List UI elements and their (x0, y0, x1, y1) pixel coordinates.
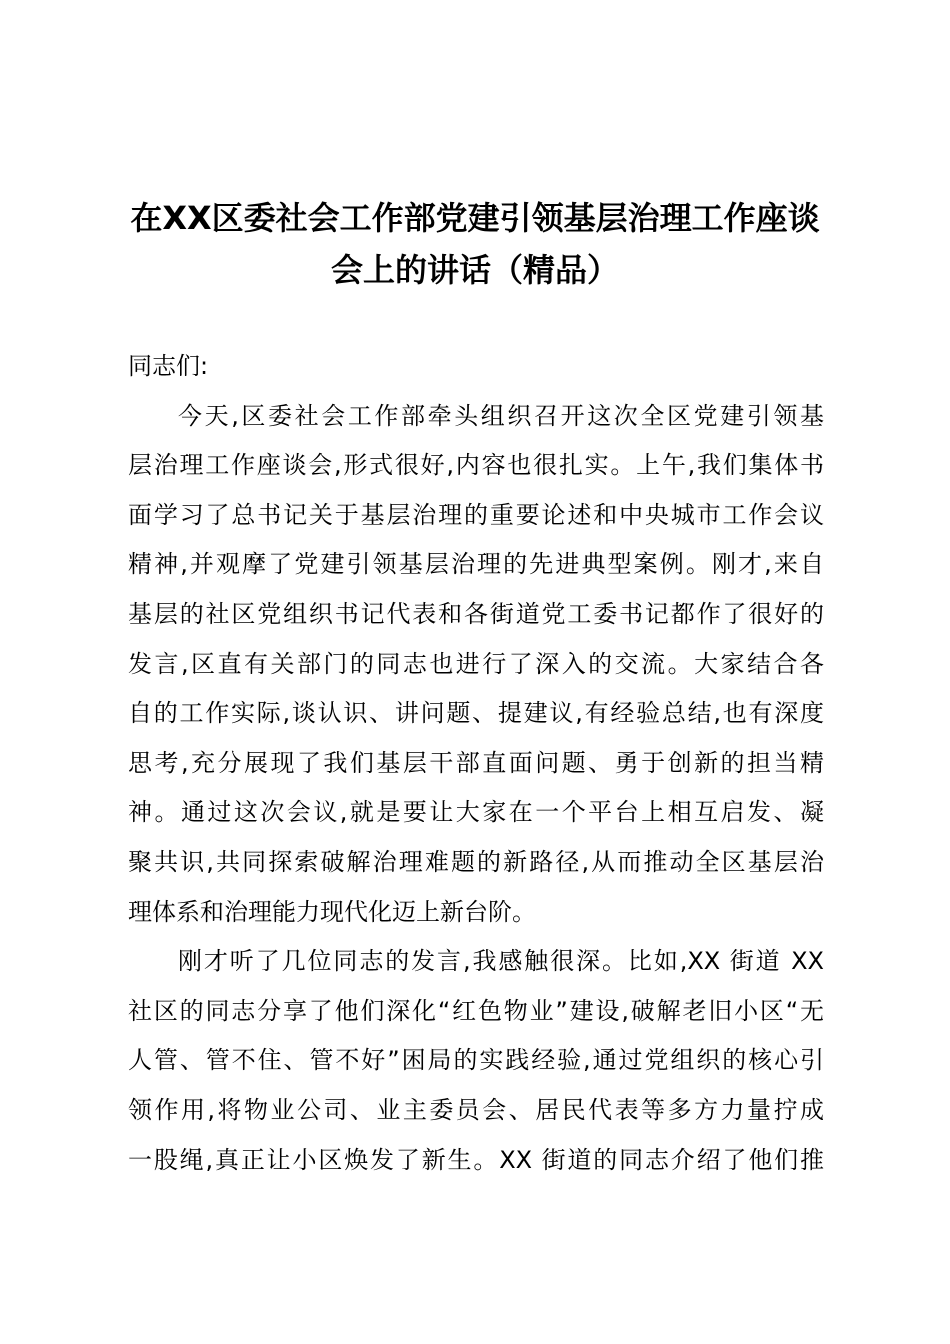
paragraph-line: 今天,区委社会工作部牵头组织召开这次全区党建引领基 (178, 401, 824, 430)
paragraph-line: 神。通过这次会议,就是要让大家在一个平台上相互启发、凝 (128, 798, 824, 827)
salutation: 同志们: (128, 352, 209, 380)
paragraph-line: 面学习了总书记关于基层治理的重要论述和中央城市工作会议 (128, 500, 824, 529)
paragraph-line: 发言,区直有关部门的同志也进行了深入的交流。大家结合各 (128, 649, 824, 678)
document-body (128, 342, 828, 1185)
title-line-2: 会上的讲话（精品） (330, 251, 619, 289)
paragraph-line: 理体系和治理能力现代化迈上新台阶。 (128, 897, 536, 926)
paragraph-line: 社区的同志分享了他们深化“红色物业”建设,破解老旧小区“无 (128, 996, 824, 1025)
paragraph-line: 聚共识,共同探索破解治理难题的新路径,从而推动全区基层治 (128, 847, 824, 876)
paragraph-line: 基层的社区党组织书记代表和各街道党工委书记都作了很好的 (128, 599, 824, 628)
paragraph-1 (128, 392, 828, 938)
document-title (120, 192, 830, 296)
paragraph-line: 人管、管不住、管不好”困局的实践经验,通过党组织的核心引 (128, 1046, 824, 1075)
title-line-1: 在XX区委社会工作部党建引领基层治理工作座谈 (130, 199, 820, 237)
paragraph-line: 刚才听了几位同志的发言,我感触很深。比如,XX 街道 XX (178, 947, 824, 976)
paragraph-line: 思考,充分展现了我们基层干部直面问题、勇于创新的担当精 (128, 748, 824, 777)
paragraph-line: 自的工作实际,谈认识、讲问题、提建议,有经验总结,也有深度 (128, 699, 824, 728)
paragraph-2 (128, 937, 828, 1185)
paragraph-line: 领作用,将物业公司、业主委员会、居民代表等多方力量拧成 (128, 1095, 824, 1124)
paragraph-line: 层治理工作座谈会,形式很好,内容也很扎实。上午,我们集体书 (128, 451, 824, 480)
paragraph-line: 精神,并观摩了党建引领基层治理的先进典型案例。刚才,来自 (128, 550, 824, 579)
paragraph-line: 一股绳,真正让小区焕发了新生。XX 街道的同志介绍了他们推 (128, 1145, 824, 1174)
